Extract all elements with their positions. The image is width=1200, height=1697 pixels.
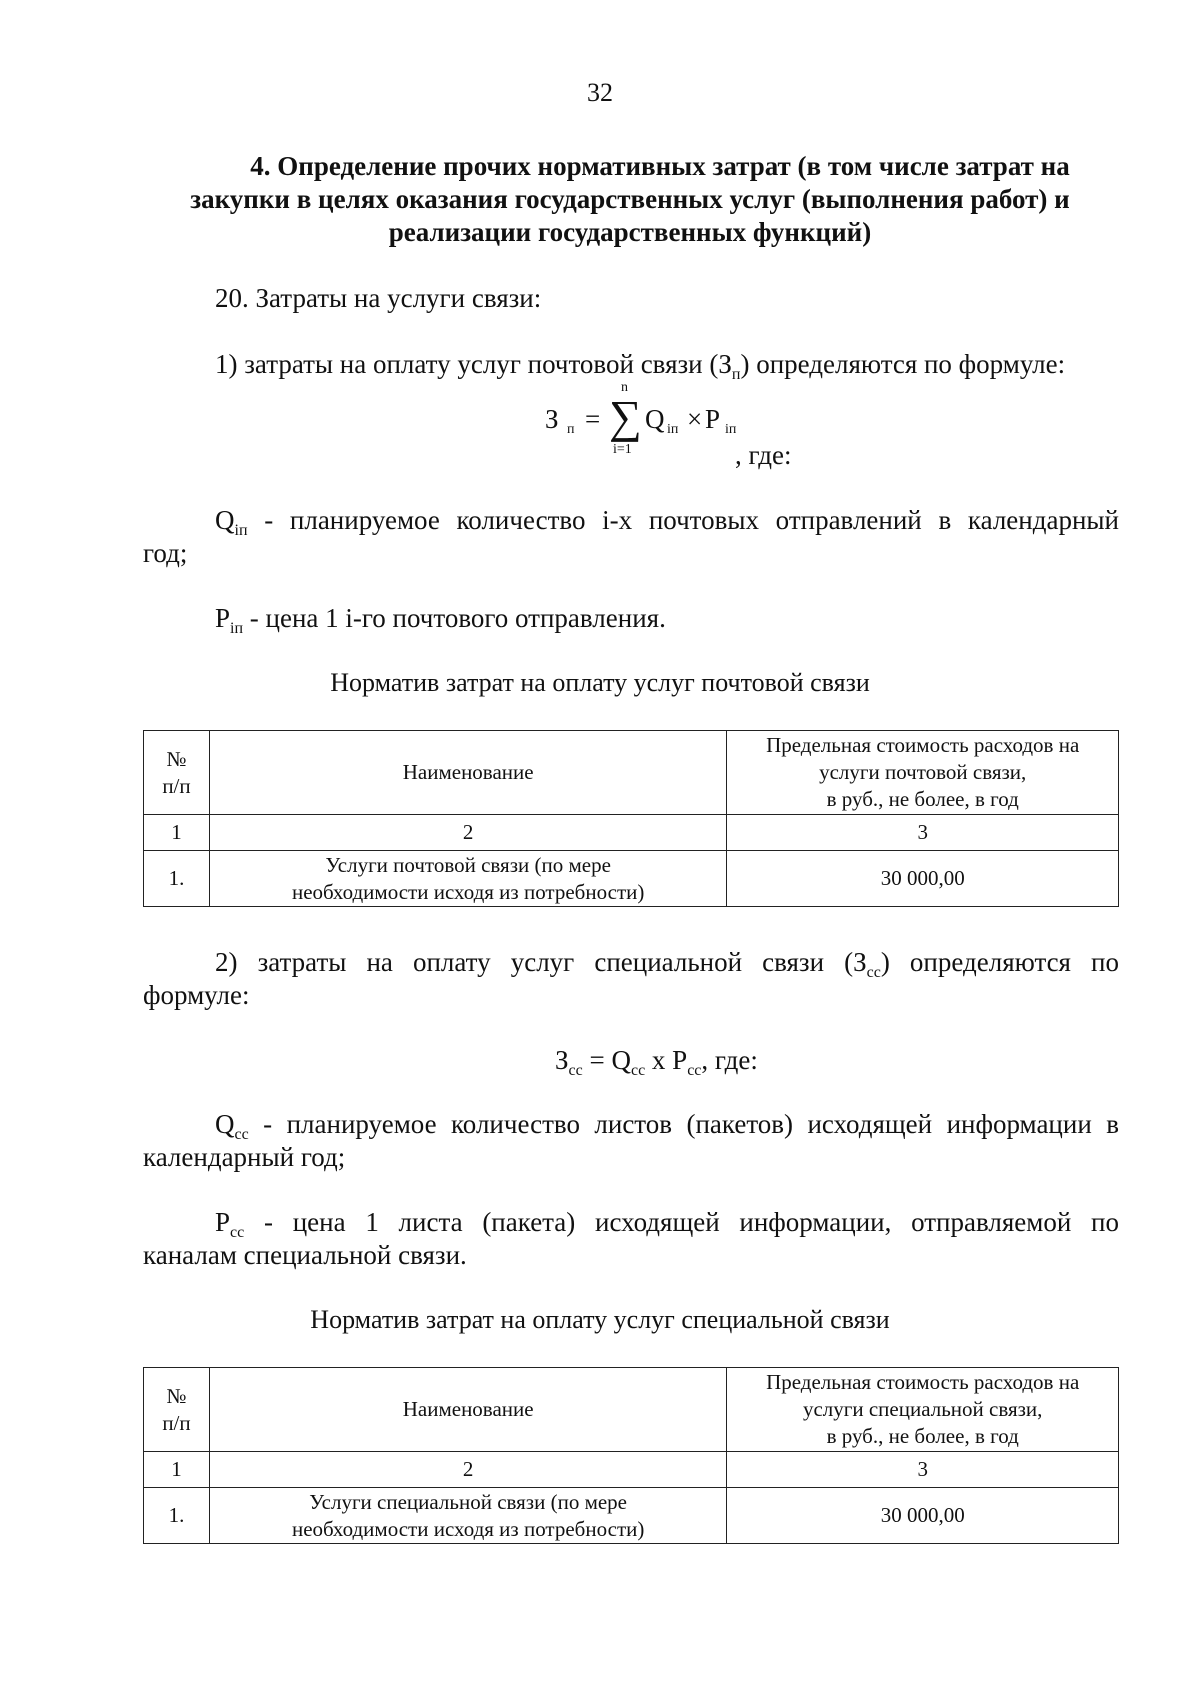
formula-lhs: З: [555, 1045, 569, 1075]
formula-lower-limit: i=1: [613, 442, 632, 457]
cell-text: необходимости исходя из потребности): [291, 1516, 645, 1541]
formula-upper-limit: n: [621, 380, 628, 395]
def-text: - планируемое количество листов (пакетов) исходящей информации в: [248, 1109, 1119, 1139]
special-intro-line: [143, 946, 1119, 979]
section-heading-line: реализации государственных функций): [388, 217, 872, 247]
formula-p: x P: [645, 1045, 688, 1075]
postal-table-caption: Норматив затрат на оплату услуг почтовой связи: [330, 668, 870, 697]
formula-lhs-sub: сс: [568, 1062, 583, 1079]
symbol: P: [215, 1207, 231, 1237]
symbol: Q: [215, 1109, 235, 1139]
postal-intro: [215, 348, 1065, 381]
special-def-p-line: каналам специальной связи.: [143, 1240, 467, 1270]
cell-text: Услуги специальной связи (по мере: [309, 1489, 628, 1514]
formula-q-sub: сс: [630, 1062, 646, 1079]
header-no: [144, 1368, 210, 1452]
symbol: P: [215, 603, 231, 633]
formula-p: P: [705, 404, 721, 434]
table-cell: 2: [209, 1452, 726, 1488]
header-name: Наименование: [209, 731, 726, 815]
postal-intro-text: 1) затраты на оплату услуг почтовой связи (З: [215, 349, 732, 379]
table-cell: 1.: [144, 851, 210, 907]
header-text: п/п: [162, 773, 191, 798]
special-table-caption: Норматив затрат на оплату услуг специальной связи: [310, 1305, 890, 1334]
table-index-row: [144, 815, 1119, 851]
table-header-row: [144, 731, 1119, 815]
table-cell: [209, 851, 726, 907]
intro-sub: сс: [866, 964, 881, 981]
symbol-sub: сс: [230, 1224, 245, 1241]
formula-p-sub: iп: [725, 422, 737, 437]
table-row: [144, 851, 1119, 907]
table-header-row: [144, 1368, 1119, 1452]
formula-q: Q: [645, 404, 665, 434]
header-text: услуги почтовой связи,: [819, 760, 1027, 784]
table-cell: 3: [727, 1452, 1119, 1488]
table-cell: 3: [727, 815, 1119, 851]
symbol-sub: сс: [234, 1126, 249, 1143]
header-text: Предельная стоимость расходов на: [766, 733, 1080, 757]
postal-def-q: [143, 504, 1119, 570]
formula-p-sub: сс: [687, 1062, 702, 1079]
special-intro: [143, 946, 1119, 1012]
postal-def-q-line: [143, 504, 1119, 537]
formula-lhs-sub: п: [567, 422, 575, 437]
postal-def-p: [215, 602, 666, 635]
header-name: Наименование: [209, 1368, 726, 1452]
formula-lhs: З: [545, 404, 559, 434]
table-cell: 1: [144, 815, 210, 851]
special-def-p: [143, 1206, 1119, 1272]
postal-def-q-line: год;: [143, 538, 188, 568]
table-cell: 30 000,00: [727, 851, 1119, 907]
table-row: [144, 1488, 1119, 1544]
def-text: - цена 1 i-го почтового отправления.: [243, 603, 666, 633]
table-cell: [209, 1488, 726, 1544]
table-cell: 1.: [144, 1488, 210, 1544]
formula-sum-sign: ∑: [609, 391, 642, 442]
header-text: Предельная стоимость расходов на: [766, 1370, 1080, 1394]
header-text: п/п: [162, 1410, 191, 1435]
formula-q: = Q: [582, 1045, 631, 1075]
formula-equals: =: [585, 404, 601, 434]
def-text: - планируемое количество i-х почтовых отправлений в календарный: [247, 505, 1119, 535]
header-text: в руб., не более, в год: [826, 787, 1019, 811]
table-index-row: [144, 1452, 1119, 1488]
special-norm-table: [143, 1367, 1119, 1544]
symbol: Q: [215, 505, 235, 535]
header-cost: [727, 1368, 1119, 1452]
formula-q-sub: iп: [667, 422, 679, 437]
header-no: [144, 731, 210, 815]
section-heading-line: 4. Определение прочих нормативных затрат (в том числе затрат на: [250, 151, 1070, 181]
header-text: №: [166, 746, 187, 771]
table-cell: 1: [144, 1452, 210, 1488]
section-heading: [150, 150, 1110, 249]
formula-where: , где:: [701, 1045, 758, 1075]
formula-where: , где:: [735, 440, 792, 470]
header-text: №: [166, 1383, 187, 1408]
header-text: услуги специальной связи,: [802, 1397, 1043, 1421]
special-formula: [555, 1044, 758, 1077]
intro-text: 2) затраты на оплату услуг специальной связи (З: [215, 947, 867, 977]
intro-text: ) определяются по: [880, 947, 1120, 977]
table-cell: 30 000,00: [727, 1488, 1119, 1544]
postal-intro-sub: п: [731, 366, 741, 383]
symbol-sub: iп: [230, 620, 244, 637]
page-number: 32: [587, 78, 613, 107]
special-intro-line: формуле:: [143, 980, 250, 1010]
item-title: 20. Затраты на услуги связи:: [215, 283, 542, 313]
special-def-q-line: [143, 1108, 1119, 1141]
special-def-p-line: [143, 1206, 1119, 1239]
table-cell: 2: [209, 815, 726, 851]
symbol-sub: iп: [234, 522, 248, 539]
special-def-q: [143, 1108, 1119, 1174]
header-cost: [727, 731, 1119, 815]
section-heading-line: закупки в целях оказания государственных услуг (выполнения работ) и: [190, 184, 1070, 214]
postal-intro-text: ) определяются по формуле:: [740, 349, 1066, 379]
special-def-q-line: календарный год;: [143, 1142, 346, 1172]
def-text: - цена 1 листа (пакета) исходящей информации, отправляемой по: [244, 1207, 1119, 1237]
header-text: в руб., не более, в год: [826, 1424, 1019, 1448]
formula-times: ×: [687, 404, 703, 434]
cell-text: необходимости исходя из потребности): [291, 879, 645, 904]
cell-text: Услуги почтовой связи (по мере: [325, 852, 611, 877]
postal-norm-table: [143, 730, 1119, 907]
